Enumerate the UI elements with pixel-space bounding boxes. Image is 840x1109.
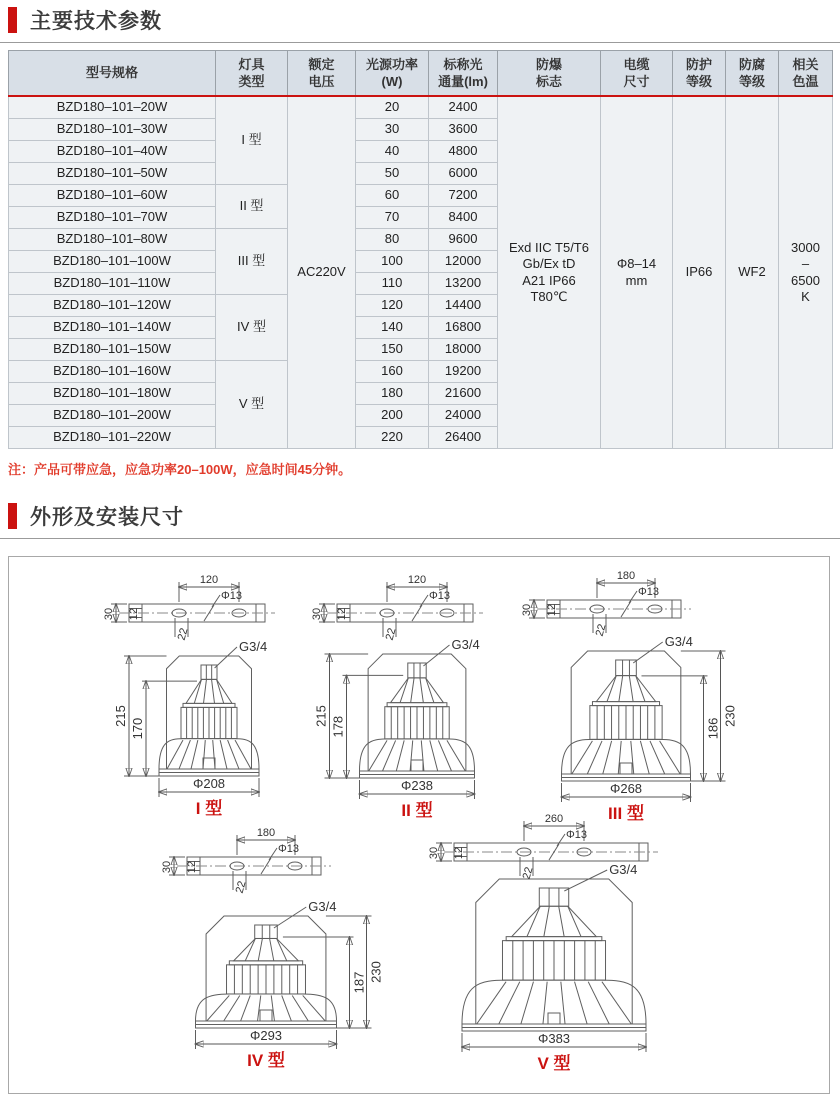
model-cell: BZD180–101–140W (9, 317, 216, 339)
dim-label: I 型 (195, 799, 223, 818)
lumens-cell: 16800 (429, 317, 498, 339)
lumens-cell: 2400 (429, 96, 498, 119)
dim-label: 12 (453, 846, 465, 860)
dim-label: Φ13 (638, 586, 660, 598)
power-cell: 110 (356, 273, 429, 295)
power-cell: 80 (356, 229, 429, 251)
lamp-type-cell: V 型 (216, 361, 288, 449)
column-header: 型号规格 (9, 51, 216, 97)
column-header: 额定 电压 (288, 51, 356, 97)
dim-label: G3/4 (609, 862, 638, 877)
lamp-type-cell: I 型 (216, 96, 288, 185)
power-cell: 70 (356, 207, 429, 229)
dim-label: 215 (113, 705, 128, 727)
cct-cell: 3000 – 6500 K (779, 96, 833, 449)
model-cell: BZD180–101–40W (9, 141, 216, 163)
cable-size-cell: Φ8–14 mm (601, 96, 673, 449)
power-cell: 20 (356, 96, 429, 119)
column-header: 防腐 等级 (726, 51, 779, 97)
model-cell: BZD180–101–160W (9, 361, 216, 383)
dim-label: 120 (407, 574, 427, 586)
ip-rating-cell: IP66 (673, 96, 726, 449)
figure-I型 (103, 574, 275, 818)
lumens-cell: 6000 (429, 163, 498, 185)
dim-label: 170 (130, 717, 145, 740)
dim-label: Φ268 (609, 781, 643, 796)
section-header-params (0, 5, 840, 43)
dim-label: G3/4 (664, 634, 693, 649)
column-header: 防爆 标志 (498, 51, 601, 97)
dim-label: 30 (521, 603, 533, 617)
dim-label: 22 (175, 626, 191, 642)
section-title-params: 主要技术参数 (30, 10, 162, 33)
column-header: 防护 等级 (673, 51, 726, 97)
dim-label: 260 (544, 813, 564, 825)
dimension-drawings-panel (8, 556, 830, 1094)
section-title-dims: 外形及安装尺寸 (30, 506, 184, 529)
dim-label: 12 (336, 607, 348, 621)
lumens-cell: 26400 (429, 427, 498, 449)
power-cell: 140 (356, 317, 429, 339)
dim-label: 22 (593, 622, 609, 638)
anticorrosion-cell: WF2 (726, 96, 779, 449)
column-header: 灯具 类型 (216, 51, 288, 97)
dim-label: 30 (161, 860, 173, 874)
dim-label: 22 (383, 626, 399, 642)
figure-III型 (521, 570, 738, 823)
dim-label: Φ13 (221, 590, 243, 602)
model-cell: BZD180–101–150W (9, 339, 216, 361)
dim-label: 215 (313, 705, 329, 727)
dim-label: 30 (311, 607, 323, 621)
column-header: 光源功率 (W) (356, 51, 429, 97)
figure-V型 (428, 813, 658, 1073)
dim-label: IV 型 (247, 1051, 285, 1070)
figure-IV型 (161, 827, 384, 1070)
column-header: 相关 色温 (779, 51, 833, 97)
lumens-cell: 14400 (429, 295, 498, 317)
model-cell: BZD180–101–30W (9, 119, 216, 141)
power-cell: 60 (356, 185, 429, 207)
power-cell: 180 (356, 383, 429, 405)
power-cell: 150 (356, 339, 429, 361)
lamp-type-cell: III 型 (216, 229, 288, 295)
dim-label: Φ13 (566, 829, 588, 841)
column-header: 电缆 尺寸 (601, 51, 673, 97)
dim-label: 30 (103, 607, 115, 621)
power-cell: 30 (356, 119, 429, 141)
spec-table (8, 50, 833, 449)
dim-label: II 型 (401, 801, 433, 820)
voltage-cell: AC220V (288, 96, 356, 449)
model-cell: BZD180–101–100W (9, 251, 216, 273)
model-cell: BZD180–101–220W (9, 427, 216, 449)
dim-label: 230 (368, 961, 384, 983)
power-cell: 220 (356, 427, 429, 449)
power-cell: 50 (356, 163, 429, 185)
dim-label: 186 (705, 717, 721, 740)
dim-label: 22 (233, 879, 249, 895)
model-cell: BZD180–101–80W (9, 229, 216, 251)
figure-II型 (311, 574, 483, 820)
lumens-cell: 7200 (429, 185, 498, 207)
lumens-cell: 13200 (429, 273, 498, 295)
dim-label: Φ13 (278, 843, 300, 855)
model-cell: BZD180–101–200W (9, 405, 216, 427)
dim-label: G3/4 (239, 639, 268, 654)
dim-label: 230 (722, 705, 738, 727)
dim-label: 30 (428, 846, 440, 860)
dim-label: Φ238 (400, 778, 434, 793)
dim-label: III 型 (608, 804, 644, 823)
model-cell: BZD180–101–110W (9, 273, 216, 295)
dim-label: 180 (616, 570, 636, 582)
model-cell: BZD180–101–180W (9, 383, 216, 405)
dim-label: G3/4 (451, 637, 480, 652)
model-cell: BZD180–101–20W (9, 96, 216, 119)
lamp-type-cell: IV 型 (216, 295, 288, 361)
power-cell: 100 (356, 251, 429, 273)
lumens-cell: 12000 (429, 251, 498, 273)
ex-mark-cell: Exd IIC T5/T6 Gb/Ex tD A21 IP66 T80℃ (498, 96, 601, 449)
model-cell: BZD180–101–50W (9, 163, 216, 185)
lumens-cell: 24000 (429, 405, 498, 427)
section-header-dims (0, 501, 840, 539)
dim-label: G3/4 (308, 899, 337, 914)
dim-label: 12 (128, 607, 140, 621)
note-text: 注：产品可带应急，应急功率20–100W，应急时间45分钟。 (8, 462, 352, 477)
red-bar-icon (8, 7, 17, 33)
model-cell: BZD180–101–60W (9, 185, 216, 207)
power-cell: 40 (356, 141, 429, 163)
dim-label: 178 (330, 715, 346, 738)
dim-label: 180 (256, 827, 276, 839)
model-cell: BZD180–101–120W (9, 295, 216, 317)
dim-label: 12 (186, 860, 198, 874)
lumens-cell: 9600 (429, 229, 498, 251)
lamp-type-cell: II 型 (216, 185, 288, 229)
dim-label: Φ383 (537, 1031, 571, 1046)
dim-label: V 型 (537, 1054, 571, 1073)
dim-label: 187 (351, 971, 367, 994)
lumens-cell: 8400 (429, 207, 498, 229)
lumens-cell: 21600 (429, 383, 498, 405)
dimension-drawings (9, 557, 829, 1091)
red-bar-icon (8, 503, 17, 529)
lumens-cell: 3600 (429, 119, 498, 141)
lumens-cell: 18000 (429, 339, 498, 361)
lumens-cell: 19200 (429, 361, 498, 383)
dim-label: Φ293 (249, 1028, 283, 1043)
table-header-row (9, 51, 833, 97)
dim-label: 120 (199, 574, 219, 586)
column-header: 标称光 通量(lm) (429, 51, 498, 97)
power-cell: 120 (356, 295, 429, 317)
lumens-cell: 4800 (429, 141, 498, 163)
dim-label: 12 (546, 603, 558, 617)
power-cell: 160 (356, 361, 429, 383)
table-row (9, 96, 833, 119)
dim-label: Φ13 (429, 590, 451, 602)
dim-label: Φ208 (192, 776, 226, 791)
model-cell: BZD180–101–70W (9, 207, 216, 229)
dim-label: 22 (520, 865, 536, 881)
power-cell: 200 (356, 405, 429, 427)
